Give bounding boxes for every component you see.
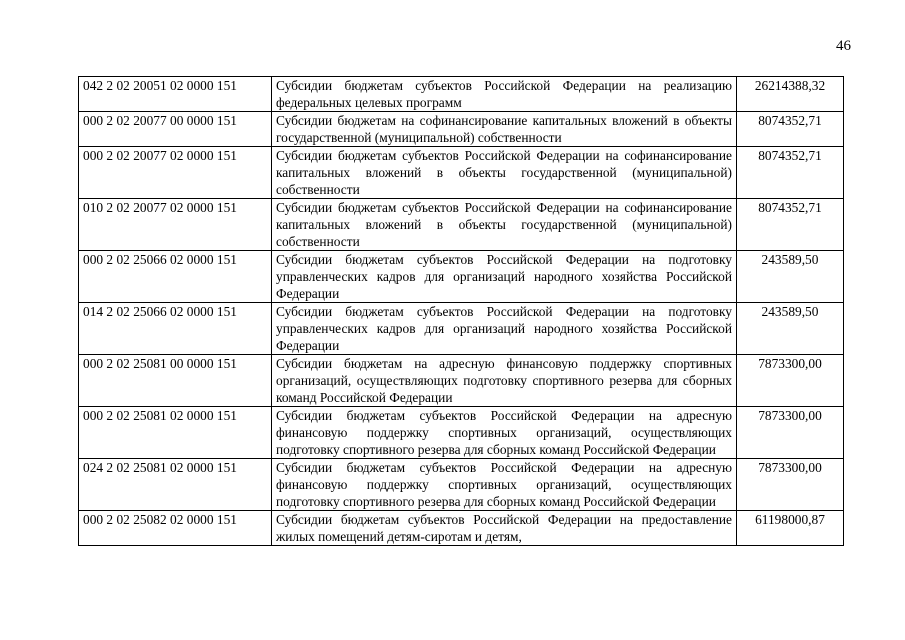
amount-cell: 7873300,00 (737, 459, 844, 511)
description-cell: Субсидии бюджетам субъектов Российской Федерации на адресную финансовую поддержку спортивных организаций, осуществляющих подготовку спортивного резерва для сборных команд Российской Федерации (272, 407, 737, 459)
budget-code-cell: 000 2 02 25082 02 0000 151 (79, 511, 272, 546)
amount-cell: 8074352,71 (737, 112, 844, 147)
budget-code-cell: 000 2 02 20077 00 0000 151 (79, 112, 272, 147)
description-cell: Субсидии бюджетам субъектов Российской Федерации на подготовку управленческих кадров для организаций народного хозяйства Российской Федерации (272, 251, 737, 303)
amount-cell: 8074352,71 (737, 147, 844, 199)
description-cell: Субсидии бюджетам субъектов Российской Федерации на реализацию федеральных целевых программ (272, 77, 737, 112)
table-row (79, 77, 844, 112)
table-row (79, 459, 844, 511)
description-cell: Субсидии бюджетам на софинансирование капитальных вложений в объекты государственной (муниципальной) собственности (272, 112, 737, 147)
budget-code-cell: 014 2 02 25066 02 0000 151 (79, 303, 272, 355)
description-cell: Субсидии бюджетам субъектов Российской Федерации на адресную финансовую поддержку спортивных организаций, осуществляющих подготовку спортивного резерва для сборных команд Российской Федерации (272, 459, 737, 511)
amount-cell: 243589,50 (737, 303, 844, 355)
table-row (79, 407, 844, 459)
amount-cell: 7873300,00 (737, 355, 844, 407)
description-cell: Субсидии бюджетам субъектов Российской Федерации на подготовку управленческих кадров для организаций народного хозяйства Российской Федерации (272, 303, 737, 355)
description-cell: Субсидии бюджетам субъектов Российской Федерации на софинансирование капитальных вложений в объекты государственной (муниципальной) собственности (272, 147, 737, 199)
table-row (79, 251, 844, 303)
table-row (79, 355, 844, 407)
description-cell: Субсидии бюджетам субъектов Российской Федерации на предоставление жилых помещений детям-сиротам и детям, (272, 511, 737, 546)
budget-code-cell: 042 2 02 20051 02 0000 151 (79, 77, 272, 112)
budget-code-cell: 000 2 02 25066 02 0000 151 (79, 251, 272, 303)
amount-cell: 26214388,32 (737, 77, 844, 112)
table-row (79, 303, 844, 355)
page-number: 46 (836, 38, 851, 54)
amount-cell: 7873300,00 (737, 407, 844, 459)
table-row (79, 147, 844, 199)
budget-table (78, 76, 844, 546)
budget-code-cell: 000 2 02 20077 02 0000 151 (79, 147, 272, 199)
amount-cell: 8074352,71 (737, 199, 844, 251)
table-row (79, 511, 844, 546)
budget-code-cell: 010 2 02 20077 02 0000 151 (79, 199, 272, 251)
budget-code-cell: 000 2 02 25081 00 0000 151 (79, 355, 272, 407)
description-cell: Субсидии бюджетам субъектов Российской Федерации на софинансирование капитальных вложений в объекты государственной (муниципальной) собственности (272, 199, 737, 251)
budget-code-cell: 000 2 02 25081 02 0000 151 (79, 407, 272, 459)
description-cell: Субсидии бюджетам на адресную финансовую поддержку спортивных организаций, осуществляющих подготовку спортивного резерва для сборных команд Российской Федерации (272, 355, 737, 407)
budget-code-cell: 024 2 02 25081 02 0000 151 (79, 459, 272, 511)
amount-cell: 243589,50 (737, 251, 844, 303)
table-row (79, 112, 844, 147)
amount-cell: 61198000,87 (737, 511, 844, 546)
table-row (79, 199, 844, 251)
